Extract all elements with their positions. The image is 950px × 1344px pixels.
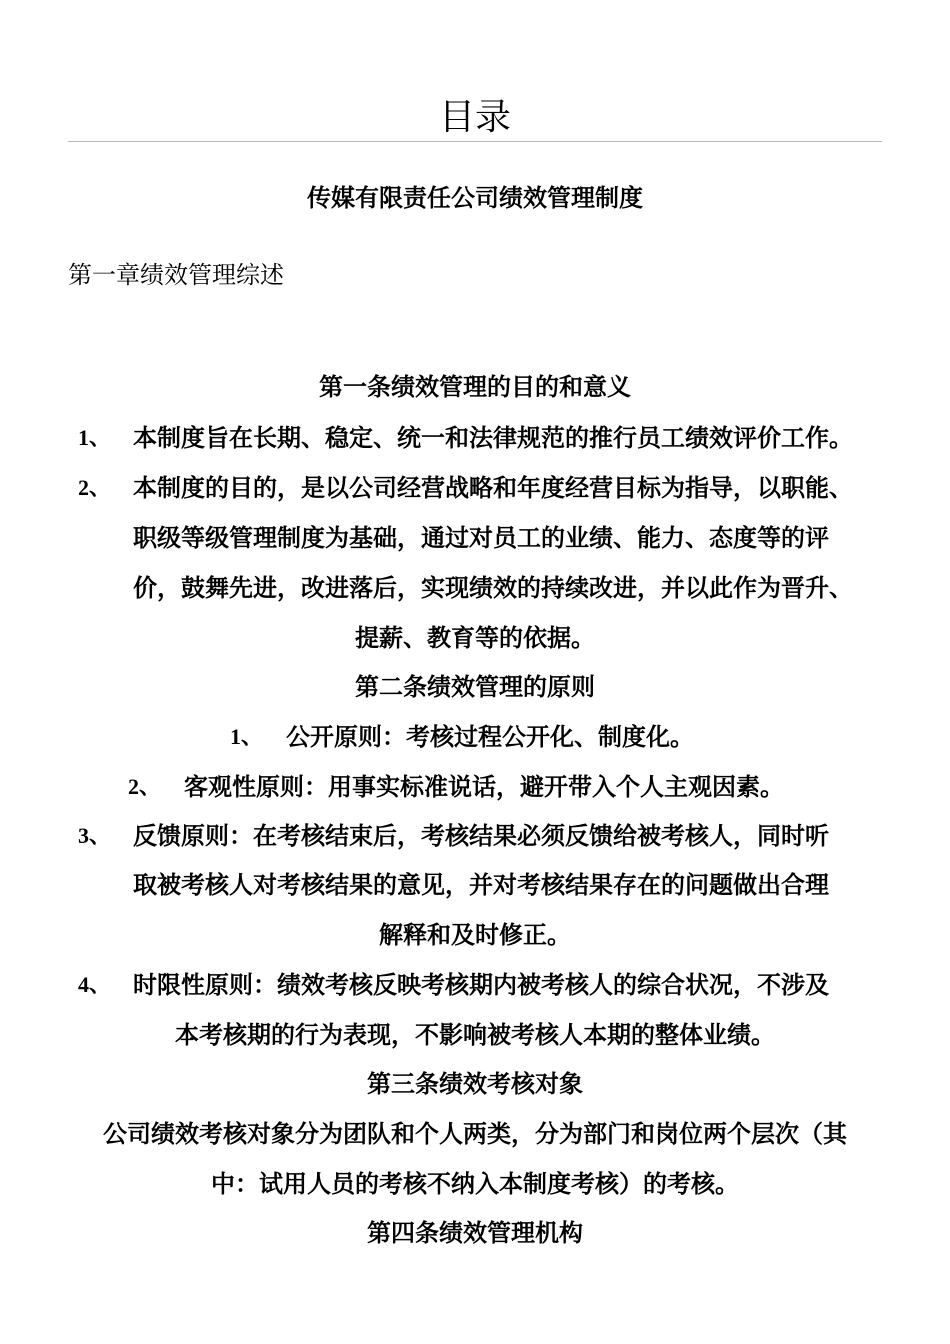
list-item-text: 职级等级管理制度为基础，通过对员工的业绩、能力、态度等的评 — [133, 524, 829, 552]
list-item-text: 本制度的目的，是以公司经营战略和年度经营目标为指导，以职能、 — [133, 474, 853, 502]
paragraph-text: 公司绩效考核对象分为团队和个人两类，分为部门和岗位两个层次（其 — [103, 1120, 847, 1148]
list-item-text: 取被考核人对考核结果的意见，并对考核结果存在的问题做出合理 — [133, 871, 829, 899]
list-item-text: 客观性原则：用事实标准说话，避开带入个人主观因素。 — [184, 773, 784, 801]
list-number: 1、 — [230, 724, 264, 749]
list-item-text: 本考核期的行为表现，不影响被考核人本期的整体业绩。 — [175, 1021, 775, 1049]
article-3-heading: 第三条绩效考核对象 — [367, 1070, 583, 1098]
list-item-text: 提薪、教育等的依据。 — [355, 624, 595, 652]
list-item-text: 解释和及时修正。 — [379, 921, 571, 949]
document-title: 传媒有限责任公司绩效管理制度 — [307, 184, 643, 212]
toc-divider — [68, 141, 882, 142]
paragraph-text: 中：试用人员的考核不纳入本制度考核）的考核。 — [211, 1170, 739, 1198]
list-number: 4、 — [78, 972, 112, 997]
list-item-text: 本制度旨在长期、稳定、统一和法律规范的推行员工绩效评价工作。 — [133, 424, 853, 452]
list-number: 3、 — [78, 823, 112, 848]
list-number: 1、 — [78, 425, 112, 450]
list-number: 2、 — [78, 475, 112, 500]
list-item-text: 公开原则：考核过程公开化、制度化。 — [286, 723, 694, 751]
article-1-heading: 第一条绩效管理的目的和意义 — [319, 373, 631, 401]
article-2-heading: 第二条绩效管理的原则 — [355, 673, 595, 701]
list-item-text: 时限性原则：绩效考核反映考核期内被考核人的综合状况，不涉及 — [133, 971, 829, 999]
toc-title: 目录 — [438, 97, 511, 138]
list-number: 2、 — [128, 774, 162, 799]
list-item-text: 反馈原则：在考核结束后，考核结果必须反馈给被考核人，同时听 — [133, 822, 829, 850]
article-4-heading: 第四条绩效管理机构 — [367, 1219, 583, 1247]
list-item-text: 价，鼓舞先进，改进落后，实现绩效的持续改进，并以此作为晋升、 — [133, 574, 853, 602]
chapter-heading: 第一章绩效管理综述 — [68, 261, 284, 289]
